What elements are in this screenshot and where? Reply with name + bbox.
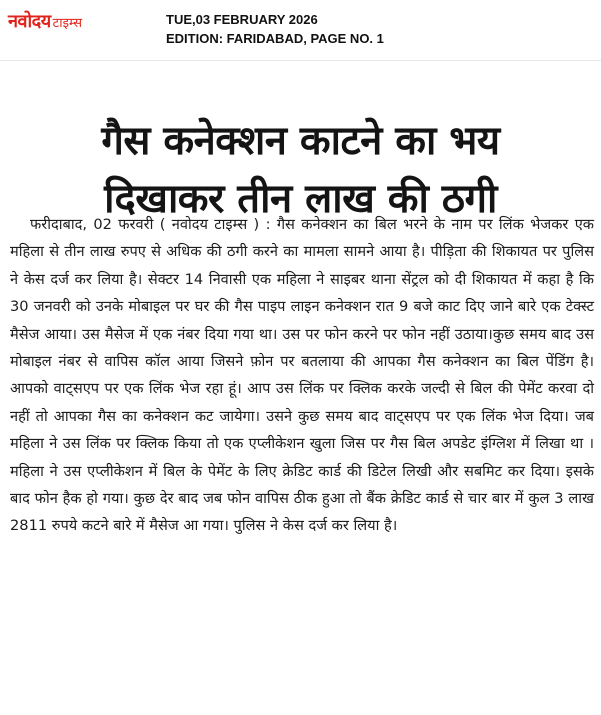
headline-line-2: दिखाकर तीन लाख की ठगी bbox=[104, 175, 497, 222]
logo-sub-text: टाइम्स bbox=[52, 16, 82, 31]
page-header bbox=[0, 0, 601, 56]
publication-date: TUE,03 FEBRUARY 2026 bbox=[166, 12, 318, 27]
newspaper-logo bbox=[8, 9, 82, 31]
article-dateline: फरीदाबाद, 02 फरवरी ( नवोदय टाइम्स ) : bbox=[30, 216, 271, 233]
news-clipping bbox=[0, 60, 601, 715]
article-text: गैस कनेक्शन का बिल भरने के नाम पर लिंक भेजकर एक महिला से तीन लाख रुपए से अधिक की ठगी करने का मामला सामने आया है। पीड़िता की शिकायत पर पुलिस ने केस दर्ज कर लिया है। सेक्टर 14 निवासी एक महिला ने साइबर थाना सेंट्रल को दी शिकायत में कहा है कि 30 जनवरी को उनके मोबाइल पर घर की गैस पाइप लाइन कनेक्शन रात 9 बजे काट दिए जाने बारे एक टेक्स्ट मैसेज आया। उस मैसेज में एक नंबर दिया गया था। उस पर फोन करने पर फोन नहीं उठाया।कुछ समय बाद उस मोबाइल नंबर से वापिस कॉल आया जिसने फ़ोन पर बतलाया की आपका गैस कनेक्शन का बिल पेंडिंग है। आपको वाट्सएप पर एक लिंक भेज रहा हूं। आप उस लिंक पर क्लिक करके जल्दी से बिल की पेमेंट करवा दो नहीं तो आपका गैस का कनेक्शन कट जायेगा। उसने कुछ समय बाद वाट्सएप पर एक लिंक भेज दिया। जब महिला ने उस लिंक पर क्लिक किया तो एक एप्लीकेशन खुला जिस पर गैस बिल अपडेट इंग्लिश में लिखा था । महिला ने उस एप्लीकेशन में बिल के पेमेंट के लिए क्रेडिट कार्ड की डिटेल लिखी और सबमिट कर दिया। इसके बाद फोन हैक हो गया। कुछ देर बाद जब फोन वापिस ठीक हुआ तो बैंक क्रेडिट कार्ड से चार बार में कुल 3 लाख 2811 रुपये कटने बारे में मैसेज आ गया। पुलिस ने केस दर्ज कर लिया है। bbox=[10, 216, 594, 535]
logo-main-text: नवोदय bbox=[8, 11, 51, 32]
headline-line-1: गैस कनेक्शन काटने का भय bbox=[101, 117, 500, 164]
article-body bbox=[10, 211, 594, 540]
article-paragraph bbox=[10, 211, 594, 540]
edition-meta bbox=[166, 10, 384, 48]
edition-page: EDITION: FARIDABAD, PAGE NO. 1 bbox=[166, 31, 384, 46]
